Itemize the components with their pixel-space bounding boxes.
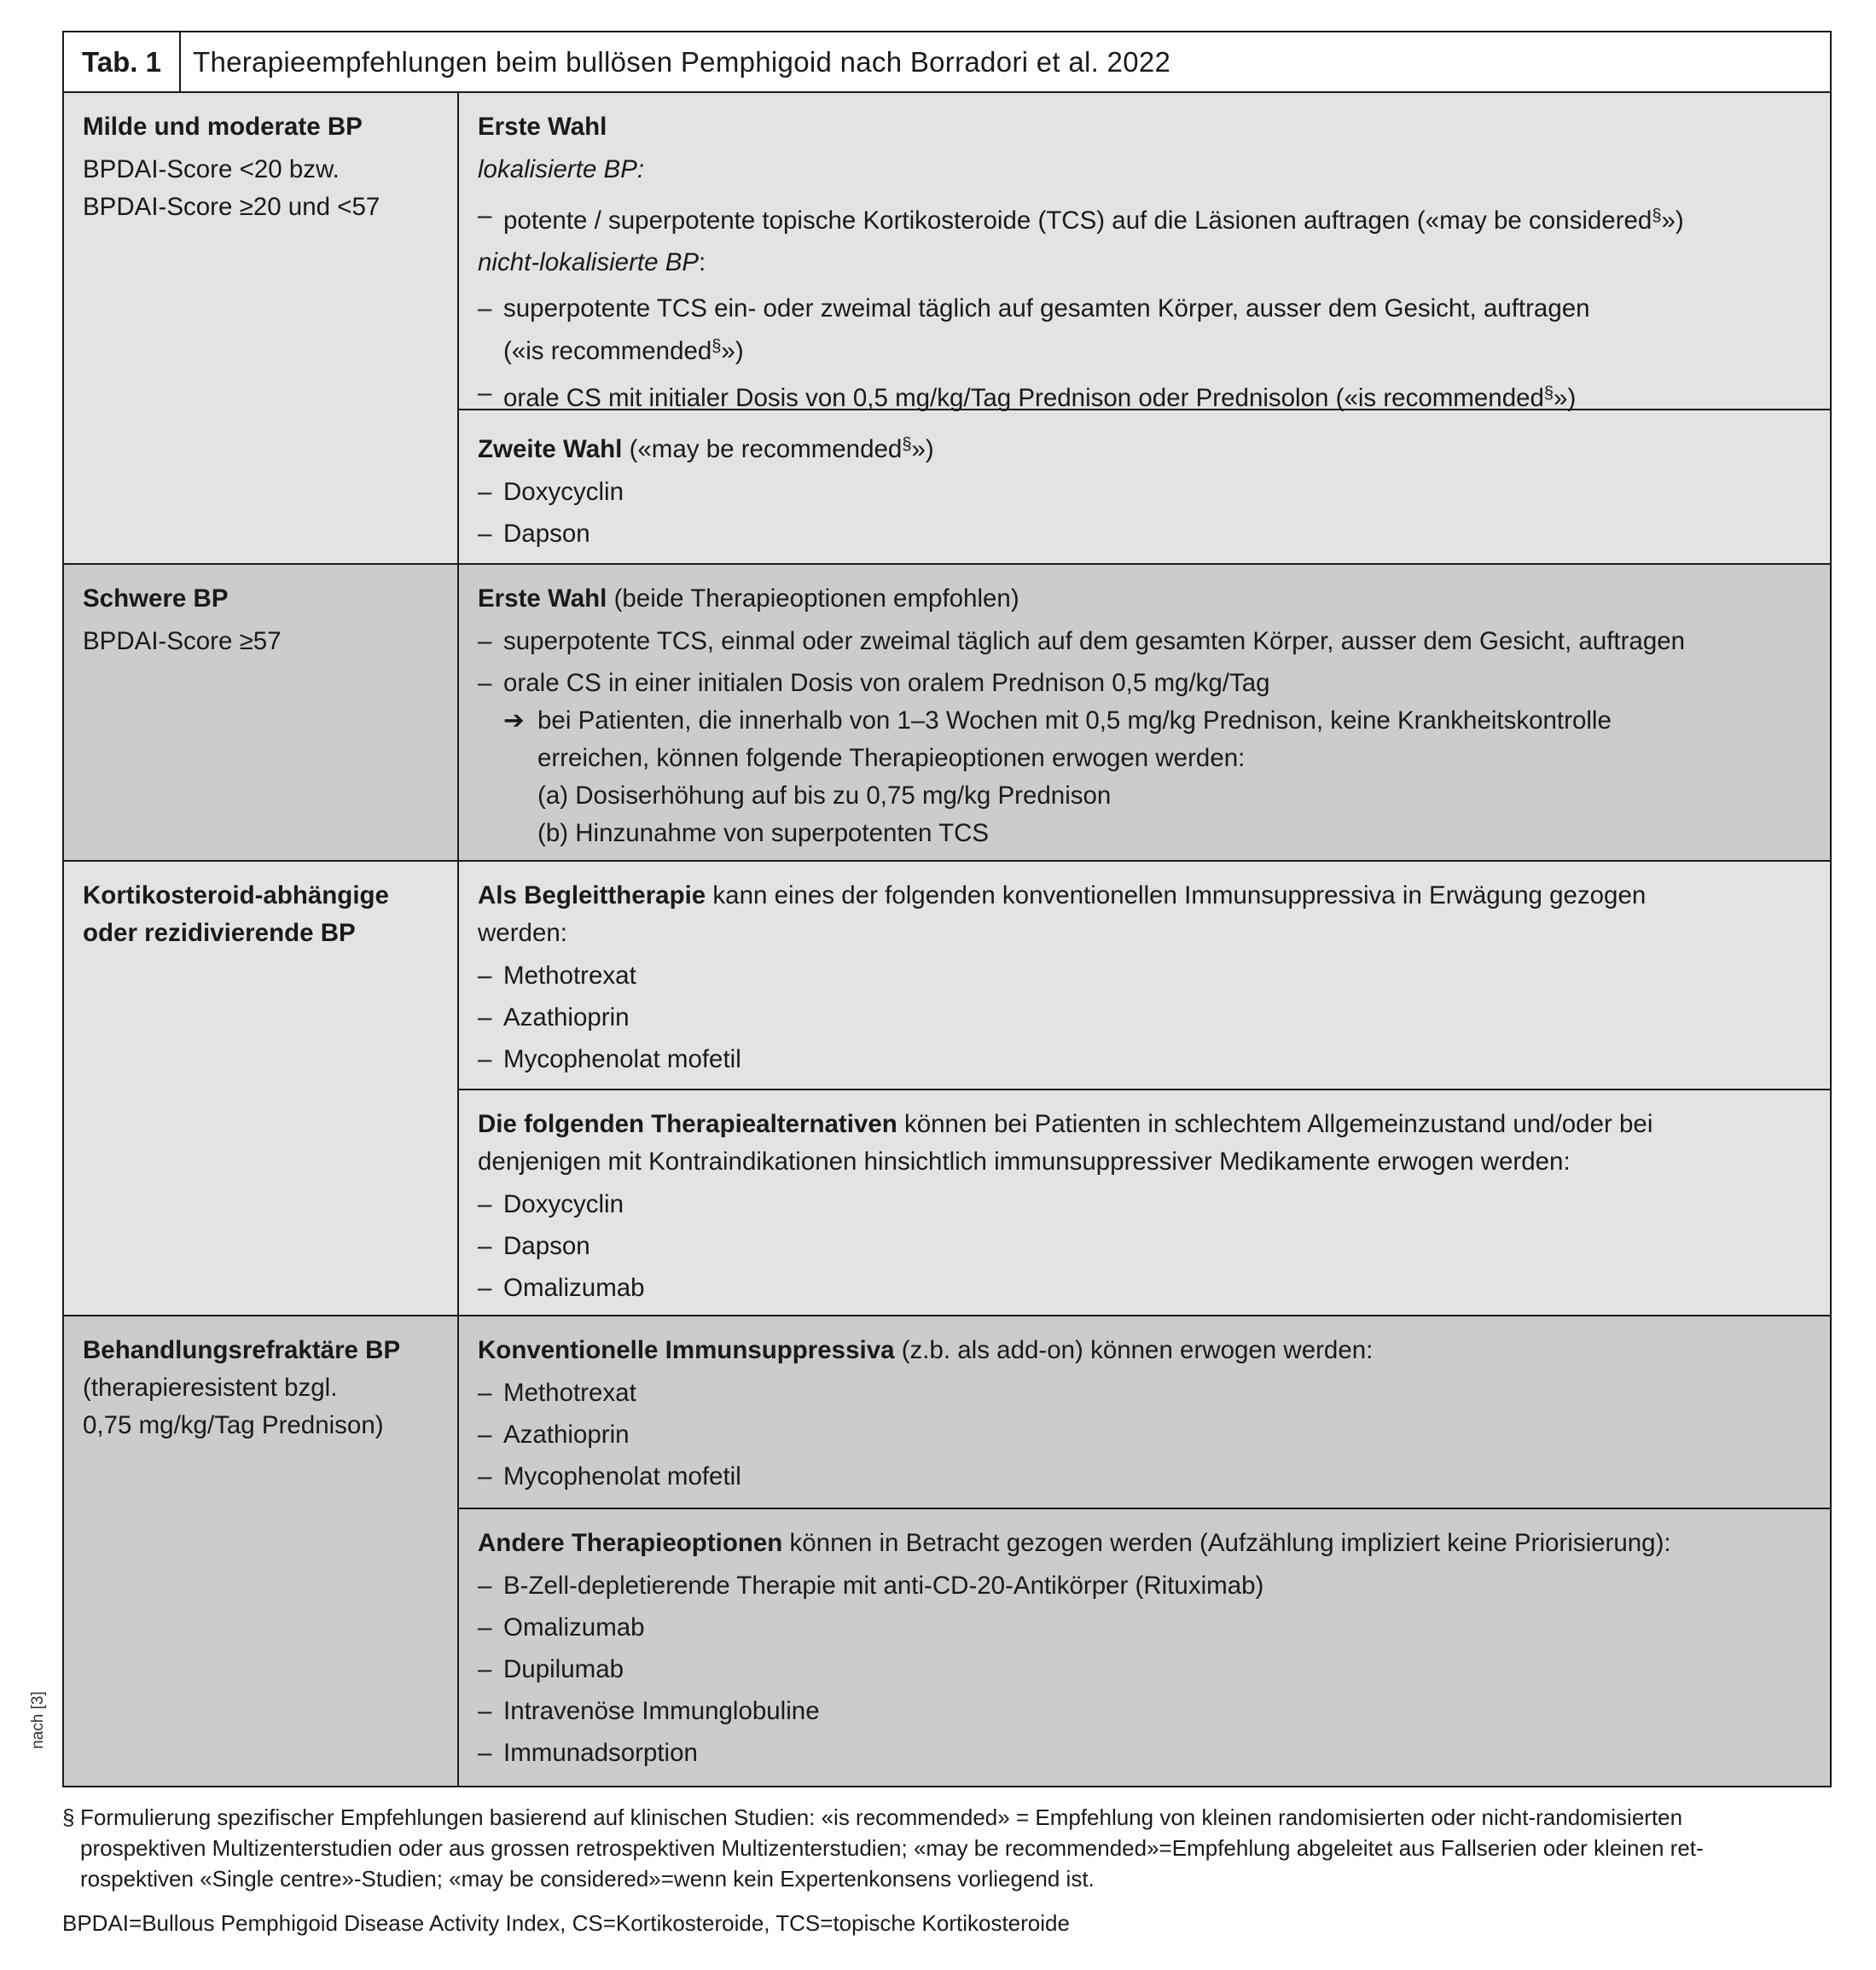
list-item: [478, 1270, 1813, 1307]
dash-icon: –: [478, 1739, 492, 1767]
score-line: BPDAI-Score ≥20 und <57: [83, 193, 380, 221]
score-line: BPDAI-Score <20 bzw.: [83, 155, 340, 183]
block-text: (z.b. als add-on) können erwogen werden:: [894, 1336, 1374, 1364]
second-choice-block: [459, 409, 1830, 563]
section-heading: oder rezidivierende BP: [83, 919, 356, 947]
list-item: [478, 1186, 1813, 1223]
other-options-block: [459, 1508, 1830, 1782]
block-intro: [478, 1332, 1813, 1369]
block-text: kann eines der folgenden konventionellen Immunsuppressiva in Erwägung gezogen: [706, 881, 1647, 909]
therapy-table: [62, 31, 1832, 1787]
list-item: [478, 1693, 1813, 1730]
colon-text: :: [699, 248, 706, 276]
block-text: können bei Patienten in schlechtem Allgemeinzustand und/oder bei: [897, 1110, 1653, 1138]
item-text: Intravenöse Immunglobuline: [503, 1697, 820, 1725]
block-text: denjenigen mit Kontraindikationen hinsichtlich immunsuppressiver Medikamente erwogen werden:: [478, 1148, 1571, 1176]
list-item: [478, 1228, 1813, 1265]
subheading-text: nicht-lokalisierte BP: [478, 248, 700, 276]
item-text: superpotente TCS ein- oder zweimal täglich auf gesamten Körper, ausser dem Gesicht, auftragen: [503, 294, 1590, 323]
list-item: [478, 1567, 1813, 1605]
list-item: [478, 1651, 1813, 1688]
section-severe-label: [64, 565, 459, 860]
footnote: [62, 1802, 1832, 1894]
dash-icon: –: [478, 520, 492, 548]
item-text: Doxycyclin: [503, 1190, 624, 1218]
table-footnotes: [62, 1802, 1832, 1938]
section-heading: Behandlungsrefraktäre BP: [83, 1336, 401, 1364]
item-text: Dapson: [503, 1232, 590, 1260]
refractory-note: 0,75 mg/kg/Tag Prednison): [83, 1411, 384, 1439]
source-note: nach [3]: [29, 1691, 47, 1749]
dash-icon: –: [478, 1462, 492, 1491]
immunosuppressants-block: [459, 1316, 1830, 1508]
section-heading: Schwere BP: [83, 584, 229, 613]
item-text-end: »): [721, 337, 744, 365]
section-mild-content: [459, 93, 1830, 563]
item-text: Omalizumab: [503, 1274, 645, 1302]
dash-icon: –: [478, 478, 492, 506]
section-mark: §: [1543, 384, 1554, 403]
footnote-mark: §: [62, 1804, 75, 1830]
section-mark: §: [711, 337, 722, 356]
section-severe-content: [459, 565, 1830, 860]
score-line: BPDAI-Score ≥57: [83, 627, 282, 655]
list-item: [478, 1374, 1813, 1412]
dash-icon: –: [478, 1232, 492, 1260]
note-text: erreichen, können folgende Therapieoptionen erwogen werden:: [537, 744, 1246, 772]
block-heading-row: [478, 426, 1813, 468]
section-heading: Milde und moderate BP: [83, 113, 363, 141]
item-text: Methotrexat: [503, 962, 636, 990]
item-text: Dapson: [503, 520, 590, 548]
dash-icon: –: [478, 1274, 492, 1302]
heading-note: (beide Therapieoptionen empfohlen): [607, 584, 1019, 613]
section-mild-label: [64, 93, 459, 563]
dash-icon: –: [478, 1697, 492, 1725]
list-item: [478, 1458, 1813, 1496]
list-item: [478, 197, 1813, 240]
footnote-line: Formulierung spezifischer Empfehlungen basierend auf klinischen Studien: «is recommended» = Empfehlung von kleinen randomisierten oder nicht-randomisierten: [80, 1804, 1683, 1830]
conditional-note: [478, 702, 1813, 852]
list-item: [478, 1609, 1813, 1647]
list-item: [478, 623, 1813, 660]
table-title-row: [62, 31, 1832, 93]
dash-icon: –: [478, 1003, 492, 1031]
item-text: Mycophenolat mofetil: [503, 1045, 741, 1073]
list-item: [478, 515, 1813, 553]
list-item: [478, 375, 1813, 417]
item-text: Immunadsorption: [503, 1739, 698, 1767]
block-heading: Zweite Wahl: [478, 435, 623, 463]
dash-icon: –: [478, 962, 492, 990]
list-item: [478, 474, 1813, 511]
table-title: Therapieempfehlungen beim bullösen Pemphigoid nach Borradori et al. 2022: [193, 45, 1171, 78]
dash-icon: –: [478, 294, 492, 323]
section-mark: §: [902, 435, 912, 454]
dash-icon: –: [478, 669, 492, 697]
dash-icon: –: [478, 1379, 492, 1407]
item-text: orale CS mit initialer Dosis von 0,5 mg/kg/Tag Prednison oder Prednisolon («is recommended: [503, 384, 1544, 412]
list-item: [478, 999, 1813, 1037]
block-heading: Erste Wahl: [478, 584, 607, 613]
arrow-right-icon: ➔: [503, 706, 525, 735]
section-mark: §: [1652, 206, 1662, 225]
item-text: Doxycyclin: [503, 478, 624, 506]
section-refractory-content: [459, 1316, 1830, 1786]
item-text-end: »): [1661, 206, 1684, 235]
item-text: Methotrexat: [503, 1379, 636, 1407]
section-dependent-content: [459, 862, 1830, 1315]
option-a: (a) Dosiserhöhung auf bis zu 0,75 mg/kg Prednison: [537, 782, 1112, 810]
item-text: Azathioprin: [503, 1421, 630, 1449]
footnote-line: rospektiven «Single centre»-Studien; «may be considered»=wenn kein Expertenkonsens vorliegend ist.: [80, 1866, 1095, 1892]
adjunct-therapy-block: [459, 862, 1830, 1089]
section-refractory: [64, 1315, 1830, 1786]
block-heading: Erste Wahl: [478, 113, 607, 141]
block-intro: [478, 1106, 1813, 1143]
dash-icon: –: [478, 627, 492, 655]
subheading-localized: lokalisierte BP:: [478, 155, 645, 183]
item-text: B-Zell-depletierende Therapie mit anti-CD-20-Antikörper (Rituximab): [503, 1572, 1264, 1600]
list-item: [478, 1041, 1813, 1078]
dash-icon: –: [478, 1190, 492, 1218]
dash-icon: –: [478, 379, 492, 407]
item-text: Omalizumab: [503, 1613, 645, 1642]
dash-icon: –: [478, 1421, 492, 1449]
heading-note: («may be recommended: [622, 435, 903, 463]
dash-icon: –: [478, 1572, 492, 1600]
list-item: [478, 290, 1813, 370]
option-b: (b) Hinzunahme von superpotenten TCS: [537, 819, 990, 847]
block-intro: [478, 877, 1813, 915]
block-text: werden:: [478, 919, 567, 947]
list-item: [478, 1735, 1813, 1772]
block-intro: [478, 1525, 1813, 1562]
item-text-cont: [503, 328, 1813, 370]
section-mild: [64, 93, 1830, 563]
subheading-nonlocalized: [478, 244, 1813, 282]
refractory-note: (therapieresistent bzgl.: [83, 1374, 338, 1402]
item-text: superpotente TCS, einmal oder zweimal täglich auf dem gesamten Körper, ausser dem Gesicht, auftragen: [503, 627, 1686, 655]
section-dependent-label: [64, 862, 459, 1315]
note-text: bei Patienten, die innerhalb von 1–3 Wochen mit 0,5 mg/kg Prednison, keine Krankheitskontrolle: [537, 706, 1612, 735]
dash-icon: –: [478, 1655, 492, 1683]
list-item: [478, 957, 1813, 995]
footnote-text: [80, 1802, 1832, 1894]
block-lead: Andere Therapieoptionen: [478, 1529, 783, 1557]
first-choice-block: [459, 565, 1830, 863]
list-item: [478, 1416, 1813, 1454]
section-refractory-label: [64, 1316, 459, 1786]
alternatives-block: [459, 1089, 1830, 1317]
block-heading-row: [478, 580, 1813, 618]
item-text: Mycophenolat mofetil: [503, 1462, 741, 1491]
table-label: Tab. 1: [64, 32, 181, 91]
abbreviations: BPDAI=Bullous Pemphigoid Disease Activity Index, CS=Kortikosteroide, TCS=topische Kortikosteroide: [62, 1910, 1070, 1936]
list-item: [478, 665, 1813, 702]
block-lead: Als Begleittherapie: [478, 881, 706, 909]
footnote-line: prospektiven Multizenterstudien oder aus grossen retrospektiven Multizenterstudien; «may be recommended»=Empfehlung abgeleitet aus Fallserien oder kleinen ret-: [80, 1835, 1704, 1861]
table-body: [62, 93, 1832, 1787]
block-lead: Die folgenden Therapiealternativen: [478, 1110, 897, 1138]
item-text: («is recommended: [503, 337, 712, 365]
item-text: orale CS in einer initialen Dosis von oralem Prednison 0,5 mg/kg/Tag: [503, 669, 1270, 697]
item-text: Azathioprin: [503, 1003, 630, 1031]
block-text: können in Betracht gezogen werden (Aufzählung impliziert keine Priorisierung):: [782, 1529, 1671, 1557]
block-lead: Konventionelle Immunsuppressiva: [478, 1336, 895, 1364]
dash-icon: –: [478, 1613, 492, 1642]
item-text: Dupilumab: [503, 1655, 624, 1683]
heading-note-end: »): [911, 435, 934, 463]
dash-icon: –: [478, 201, 492, 230]
section-dependent: [64, 860, 1830, 1315]
item-text-end: »): [1554, 384, 1577, 412]
first-choice-block: [459, 93, 1830, 412]
section-severe: [64, 563, 1830, 860]
item-text: potente / superpotente topische Kortikosteroide (TCS) auf die Läsionen auftragen («may be considered: [503, 206, 1652, 235]
section-heading: Kortikosteroid-abhängige: [83, 881, 389, 909]
dash-icon: –: [478, 1045, 492, 1073]
